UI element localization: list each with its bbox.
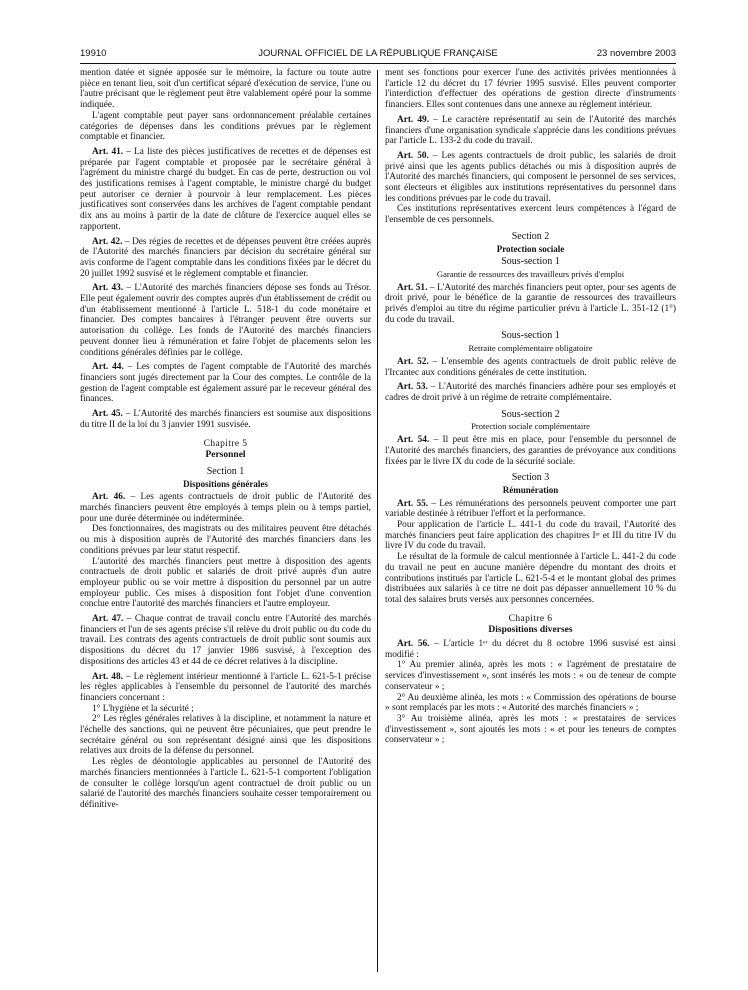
article-48 (80, 672, 371, 704)
article-label: Art. 43. (92, 283, 124, 294)
chapter-heading: Chapitre 5 (203, 438, 248, 449)
issue-date: 23 novembre 2003 (596, 48, 676, 59)
article-label: Art. 47. (92, 614, 124, 625)
article-47 (80, 614, 371, 668)
page-header (80, 48, 676, 62)
left-column (80, 68, 371, 811)
chapter-title: Personnel (205, 450, 246, 461)
paragraph: mention datée et signée apposée sur le mémoire, la facture ou toute autre pièce en tenant lieu, soit d'un certificat séparé d'exécution de service, l'une ou l'autre précisant que le règlement peut être valablement opéré pour la somme indiquée. (80, 68, 371, 111)
article-label: Art. 46. (92, 492, 126, 503)
article-text: – Les agents contractuels de droit public, les salariés de droit privé ainsi que les agents publics détachés ou mis à disposition auprès de l'Autorité des marchés financiers, qui composent le personnel de ses services, sont électeurs et éligibles aux institutions représentatives du personnel dans les conditions prévues par le code du travail. (385, 150, 676, 204)
paragraph: Les règles de déontologie applicables au personnel de l'Autorité des marchés financiers mentionnées à l'article L. 621-5-1 comportent l'obligation de consulter le collège lorsqu'un agent contractuel de droit public ou un salarié de l'autorité des marchés financiers souhaite cesser temporairement ou définitive- (80, 757, 371, 810)
subsection-heading: Sous-section 2 (501, 408, 560, 420)
article-text: – Le caractère représentatif au sein de l'Autorité des marchés financiers d'une organisation syndicale s'apprécie dans les conditions prévues par l'article L. 133-2 du code du travail. (385, 114, 676, 147)
list-item: 1° Au premier alinéa, après les mots : « l'agrément de prestataire de services d'investissement », sont insérés les mots : « ou de teneur de compte conservateur » ; (385, 660, 676, 692)
article-label: Art. 56. (397, 639, 430, 650)
article-text: – L'Autorité des marchés financiers adhère pour ses employés et cadres de droit privé à un régime de retraite complémentaire. (385, 382, 676, 403)
article-label: Art. 41. (92, 146, 124, 157)
section-heading: Section 1 (206, 465, 245, 477)
subsection-heading: Sous-section 1 (501, 256, 560, 268)
article-text: – L'ensemble des agents contractuels de droit public relève de l'Ircantec aux conditions générales de cette institution. (385, 356, 676, 378)
article-label: Art. 48. (92, 671, 123, 682)
article-label: Art. 42. (92, 236, 123, 247)
section-title: Dispositions générales (183, 478, 268, 489)
section-heading: Section 3 (511, 472, 550, 484)
chapter-title: Dispositions diverses (488, 625, 573, 636)
article-text: – L'Autorité des marchés financiers dépose ses fonds au Trésor. Elle peut également ouvrir des comptes auprès d'un établissement de crédit ou d'un établissement mentionné à l'article L. 518-1 du code monétaire et financier. Des comptes bancaires à l'étranger peuvent être ouverts sur autorisation du collège. Les fonds de l'Autorité des marchés financiers peuvent donner lieu à rémunération et faire l'objet de placements selon les conditions générales définies par le collège. (80, 283, 371, 358)
right-column (385, 68, 676, 746)
article-43 (80, 283, 371, 358)
article-label: Art. 49. (397, 114, 430, 125)
page-number: 19910 (80, 48, 107, 59)
list-item: 3° Au troisième alinéa, après les mots : « prestataires de services d'investissement », sont ajoutés les mots : « et pour les teneurs de comptes conservateur » ; (385, 713, 676, 746)
column-divider (377, 70, 378, 972)
article-text: – Les agents contractuels de droit public de l'Autorité des marchés financiers peuvent être employés à temps plein ou à temps partiel, pour une durée déterminée ou indéterminée. (80, 492, 371, 524)
article-50 (385, 151, 676, 205)
paragraph: Pour application de l'article L. 441-1 du code du travail, l'Autorité des marchés financiers peut faire application des chapitres Iᵉʳ et III du titre IV du livre IV du code du travail. (385, 520, 676, 552)
article-label: Art. 50. (397, 150, 429, 161)
section-title: Rémunération (502, 484, 559, 495)
article-text: – L'Autorité des marchés financiers peut opter, pour ses agents de droit privé, pour le bénéfice de la garantie de ressources des travailleurs privés d'emploi au titre du régime particulier prévu à l'article L. 351-12 (1°) du code du travail. (385, 282, 676, 325)
article-55 (385, 499, 676, 520)
article-text: – Chaque contrat de travail conclu entre l'Autorité des marchés financiers et l'un de ses agents précise s'il relève du droit public ou du code du travail. Les contrats des agents contractuels de droit public sont soumis aux dispositions du décret du 17 janvier 1986 susvisé, à l'exception des dispositions des articles 43 et 44 de ce décret relatives à la discipline. (80, 614, 371, 667)
chapter-heading: Chapitre 6 (508, 613, 553, 624)
article-text: – La liste des pièces justificatives de recettes et de dépenses est préparée par l'agent comptable et proposée par le secrétaire général à l'agrément du ministre chargé du budget. En cas de perte, destruction ou vol des justifications remises à l'agent comptable, le ministre chargé du budget peut autoriser ce dernier à pourvoir à leur remplacement. Les pièces justificatives sont conservées dans les archives de l'agent comptable pendant dix ans au moins à partir de la date de clôture de l'exercice auquel elles se rapportent. (80, 146, 371, 232)
paragraph: L'agent comptable peut payer sans ordonnancement préalable certaines catégories de dépenses dans les conditions prévues par le règlement comptable et financier. (80, 110, 371, 143)
paragraph: ment ses fonctions pour exercer l'une des activités privées mentionnées à l'article 12 du décret du 17 février 1995 susvisé. Elles peuvent comporter l'interdiction d'effectuer des opérations de gestion directe d'instruments financiers. Elles sont contenues dans une annexe au règlement intérieur. (385, 68, 676, 111)
article-label: Art. 52. (397, 356, 429, 367)
article-text: – Le règlement intérieur mentionné à l'article L. 621-5-1 précise les règles applicables à l'ensemble du personnel de l'autorité des marchés financiers concernant : (80, 671, 371, 703)
article-56 (385, 639, 676, 660)
article-41 (80, 147, 371, 233)
article-text: – Les comptes de l'agent comptable de l'Autorité des marchés financiers sont jugés directement par la Cour des comptes. Le contrôle de la gestion de l'agent comptable est également assuré par le receveur général des finances. (80, 362, 371, 405)
article-text: – Il peut être mis en place, pour l'ensemble du personnel de l'Autorité des marchés financiers, des garanties de prévoyance aux conditions fixées par le livre IX du code de la sécurité sociale. (385, 435, 676, 467)
section-title: Protection sociale (496, 243, 565, 254)
list-item: 2° Au deuxième alinéa, les mots : « Commission des opérations de bourse » sont remplacés par les mots : « Autorité des marchés financiers » ; (385, 692, 676, 714)
article-54 (385, 435, 676, 467)
subsection-heading: Sous-section 1 (501, 330, 560, 342)
article-text: – Des régies de recettes et de dépenses peuvent être créées auprès de l'Autorité des marchés financiers par décision du secrétaire général sur avis conforme de l'agent comptable dans les conditions fixées par le décret du 20 juillet 1992 susvisé et le règlement comptable et financier. (80, 236, 371, 279)
article-45 (80, 409, 371, 430)
paragraph: Le résultat de la formule de calcul mentionnée à l'article L. 441-2 du code du travail ne peut en aucune manière dépendre du montant des droits et contributions institués par l'article L. 621-5-4 et le montant global des primes distribuées aux salariés à ce titre ne doit pas dépasser annuellement 10 % du total des salaires bruts versés aux personnes concernées. (385, 552, 676, 605)
article-text: – Les rémunérations des personnels peuvent comporter une part variable destinée à rétribuer l'effort et la performance. (385, 498, 676, 520)
article-text: – L'Autorité des marchés financiers est soumise aux dispositions du titre II de la loi du 3 janvier 1991 susvisée. (80, 409, 371, 430)
article-53 (385, 382, 676, 403)
header-rule (80, 63, 676, 64)
article-42 (80, 237, 371, 280)
article-49 (385, 115, 676, 147)
article-51 (385, 283, 676, 326)
paragraph: Ces institutions représentatives exercent leurs compétences à l'égard de l'ensemble de ces personnels. (385, 204, 676, 226)
article-44 (80, 362, 371, 405)
list-item: 1° L'hygiène et la sécurité ; (92, 703, 194, 714)
article-46 (80, 492, 371, 524)
subsection-title: Protection sociale complémentaire (471, 421, 590, 432)
section-heading: Section 2 (511, 230, 550, 242)
article-label: Art. 53. (397, 382, 428, 393)
subsection-title: Garantie de ressources des travailleurs privés d'emploi (436, 268, 625, 279)
article-label: Art. 51. (397, 282, 428, 293)
article-52 (385, 357, 676, 378)
article-text: – L'article 1ᵉʳ du décret du 8 octobre 1996 susvisé est ainsi modifié : (385, 639, 676, 660)
list-item: 2° Les règles générales relatives à la discipline, et notamment la nature et l'échelle des sanctions, qui ne peuvent être pécuniaires, que peut prendre le secrétaire général ou son représentant désigné ainsi que les dispositions relatives aux droits de la défense du personnel. (80, 714, 371, 757)
article-label: Art. 45. (92, 409, 123, 420)
journal-title: JOURNAL OFFICIEL DE LA RÉPUBLIQUE FRANÇAISE (258, 48, 498, 59)
paragraph: Des fonctionnaires, des magistrats ou des militaires peuvent être détachés ou mis à disposition auprès de l'Autorité des marchés financiers dans les conditions prévues par leur statut respectif. (80, 524, 371, 556)
subsection-title: Retraite complémentaire obligatoire (468, 343, 593, 354)
article-label: Art. 54. (397, 435, 430, 446)
paragraph: L'autorité des marchés financiers peut mettre à disposition des agents contractuels de droit public et salariés de droit privé auprès d'un autre employeur public ou se voir mettre à disposition du personnel par un autre employeur public. Ces mises à disposition font l'objet d'une convention conclue entre l'autorité des marchés financiers et l'autre employeur. (80, 556, 371, 610)
article-label: Art. 55. (397, 498, 429, 509)
article-label: Art. 44. (92, 362, 124, 373)
